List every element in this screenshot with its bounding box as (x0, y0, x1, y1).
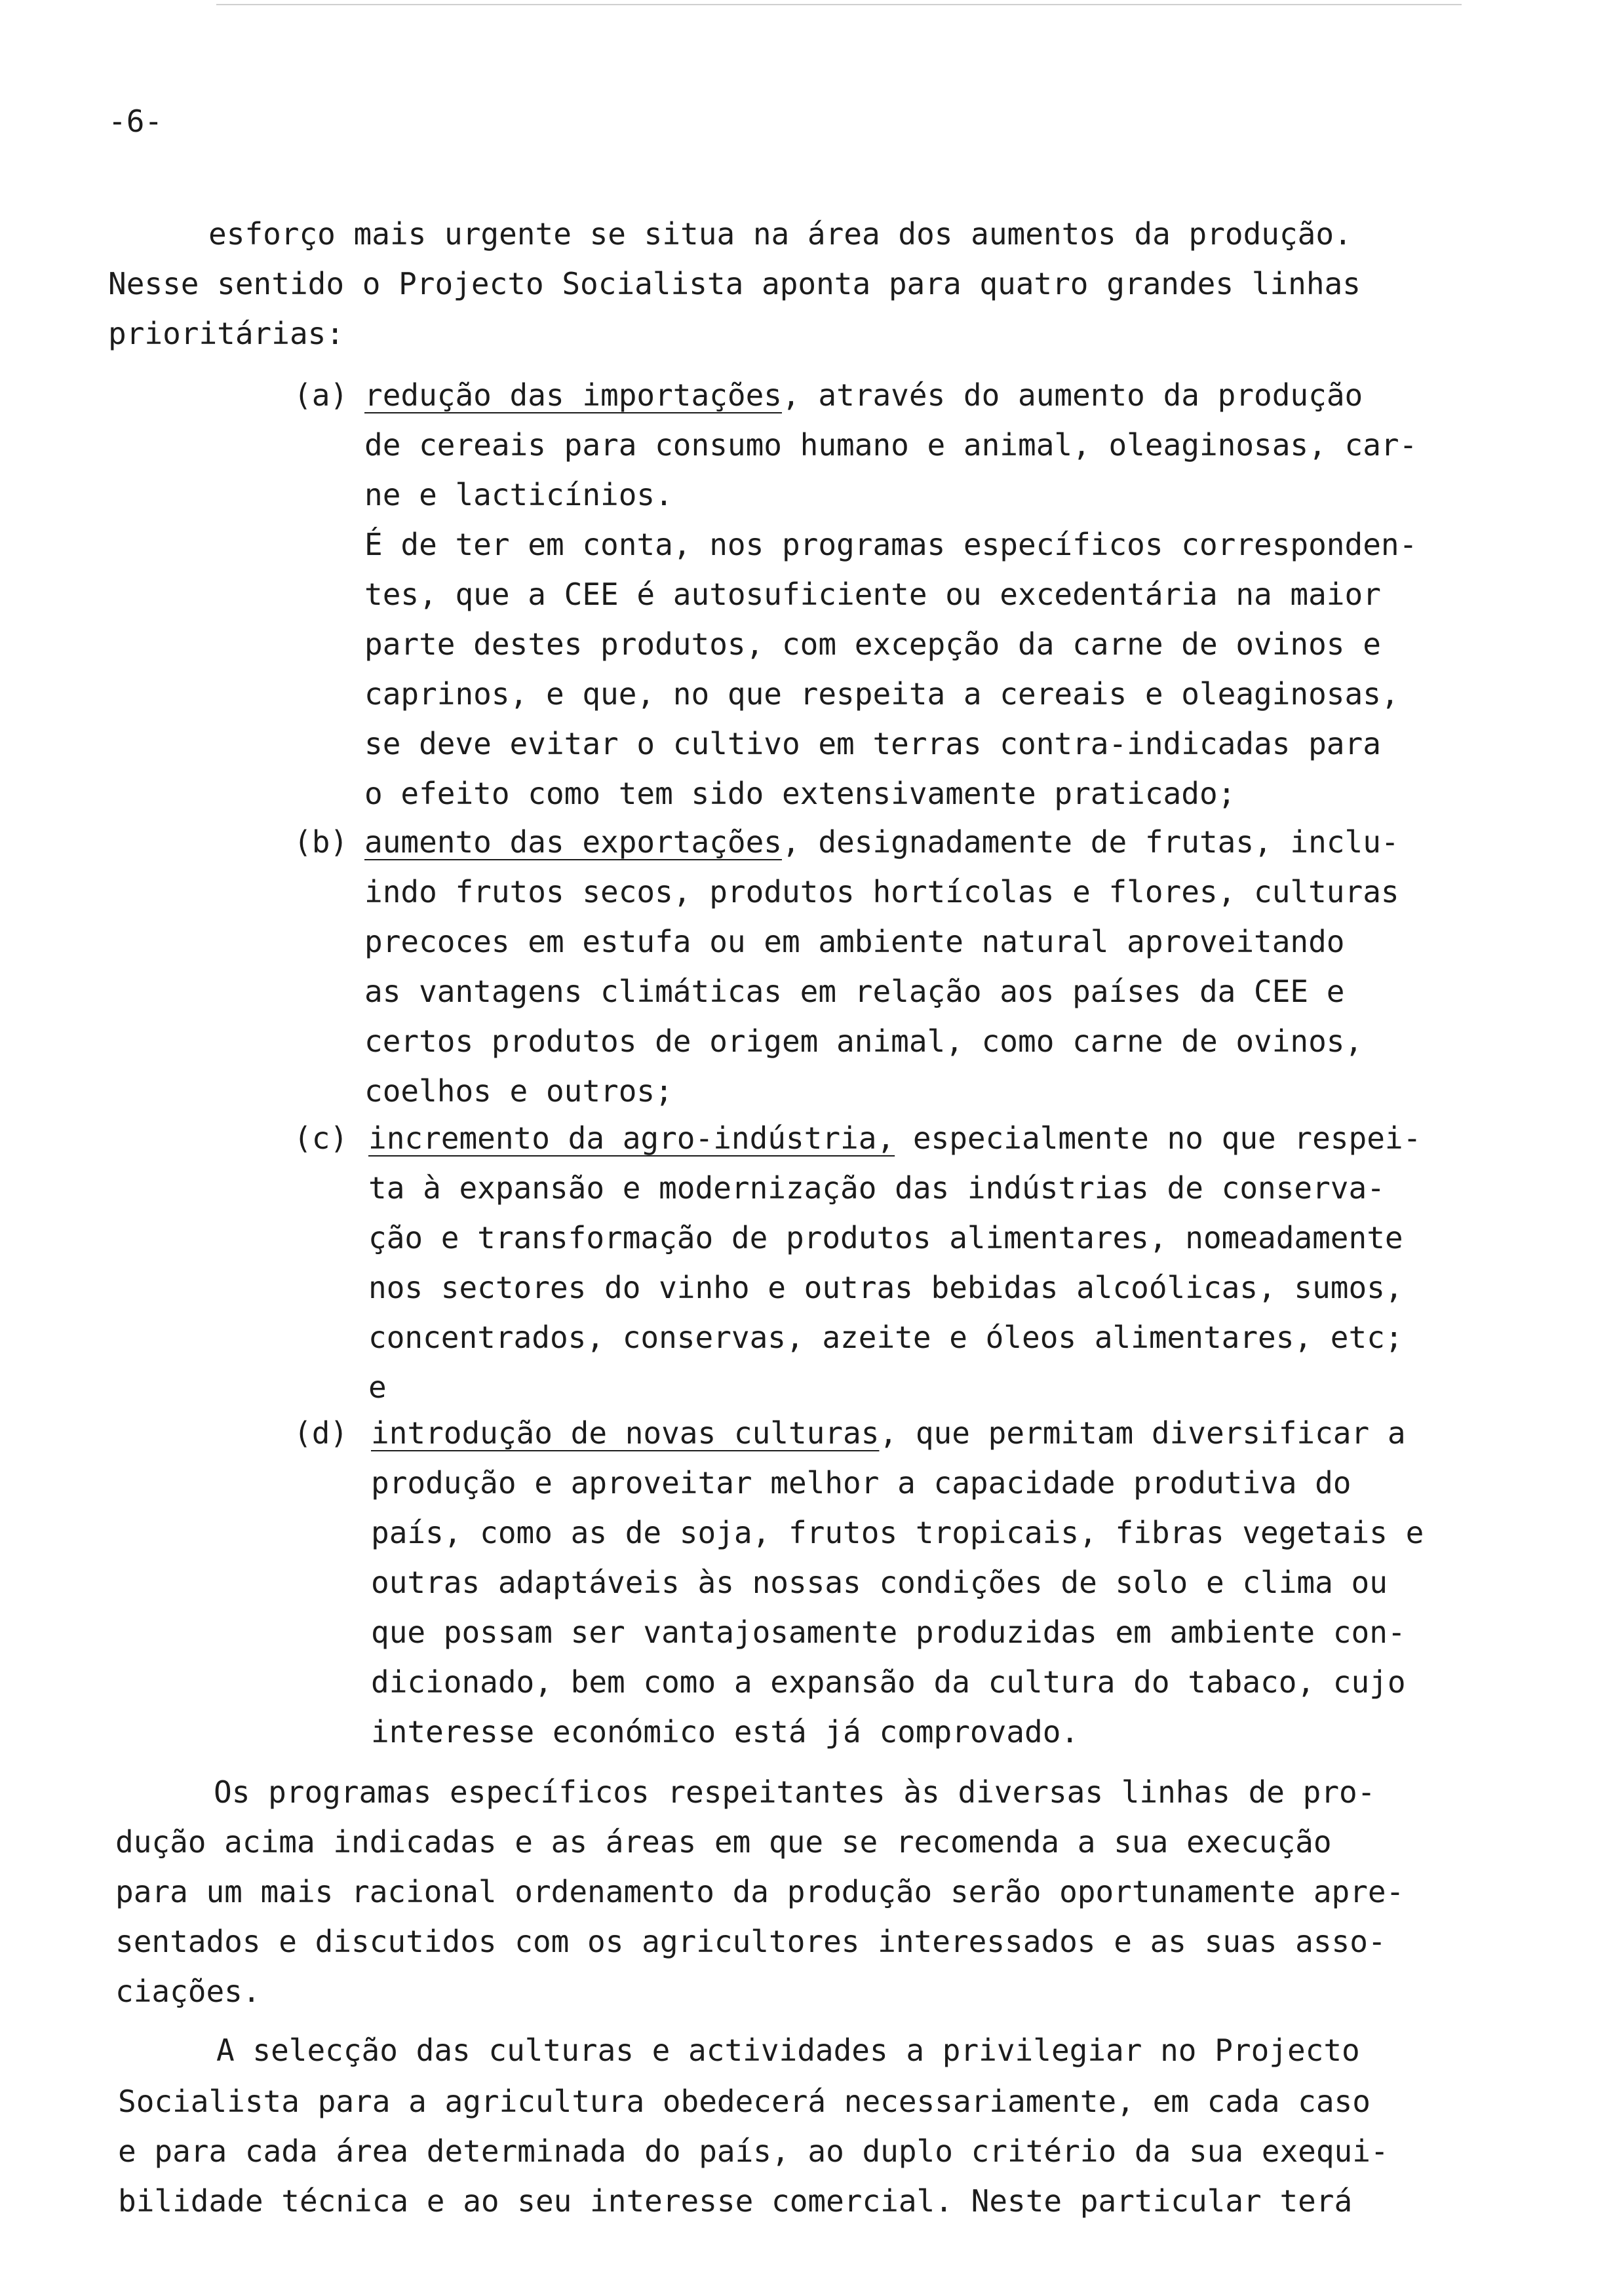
paragraph2-line-5: ciações. (115, 1974, 261, 2009)
item-a-line-6: parte destes produtos, com excepção da carne de ovinos e (364, 626, 1381, 662)
item-c-title: incremento da agro-indústria, (368, 1120, 895, 1156)
intro-line-3: prioritárias: (108, 316, 345, 351)
item-c-line-6: e (368, 1369, 387, 1405)
intro-line-2: Nesse sentido o Projecto Socialista aponta para quatro grandes linhas (108, 266, 1361, 301)
item-b-marker: (b) (294, 824, 349, 860)
paragraph3-line-2: Socialista para a agricultura obedecerá necessariamente, em cada caso (118, 2084, 1371, 2119)
item-d-marker: (d) (294, 1415, 349, 1451)
paragraph3-line-4: bilidade técnica e ao seu interesse comercial. Neste particular terá (118, 2183, 1353, 2219)
item-d-line-4: outras adaptáveis às nossas condições de solo e clima ou (371, 1565, 1388, 1600)
intro-line-1: esforço mais urgente se situa na área dos aumentos da produção. (208, 216, 1352, 252)
item-c-line-3: ção e transformação de produtos alimentares, nomeadamente (368, 1220, 1403, 1255)
item-c-first-line (368, 1120, 1422, 1156)
item-d-first-line (371, 1415, 1406, 1451)
paragraph3-line-3: e para cada área determinada do país, ao duplo critério da sua exequi- (118, 2133, 1389, 2169)
item-b-line-1: , designadamente de frutas, inclu- (781, 824, 1399, 860)
item-b-title: aumento das exportações (364, 824, 782, 860)
item-d-line-2: produção e aproveitar melhor a capacidade produtiva do (371, 1465, 1352, 1501)
item-c-line-1: especialmente no que respei- (895, 1120, 1422, 1156)
item-a-line-9: o efeito como tem sido extensivamente praticado; (364, 776, 1236, 811)
item-b-line-6: coelhos e outros; (364, 1073, 673, 1109)
item-c-marker: (c) (294, 1120, 349, 1156)
item-a-line-8: se deve evitar o cultivo em terras contra-indicadas para (364, 726, 1381, 761)
item-a-line-3: ne e lacticínios. (364, 477, 673, 512)
item-b-line-5: certos produtos de origem animal, como carne de ovinos, (364, 1024, 1363, 1059)
item-a-marker: (a) (294, 377, 349, 413)
item-d-line-7: interesse económico está já comprovado. (371, 1714, 1080, 1750)
top-scan-rule (216, 4, 1462, 5)
page-number: -6- (108, 104, 163, 139)
paragraph2-line-4: sentados e discutidos com os agricultores interessados e as suas asso- (115, 1924, 1386, 1959)
item-a-line-2: de cereais para consumo humano e animal, oleaginosas, car- (364, 427, 1418, 463)
item-a-line-7: caprinos, e que, no que respeita a cereais e oleaginosas, (364, 676, 1399, 712)
item-c-line-2: ta à expansão e modernização das indústrias de conserva- (368, 1170, 1385, 1206)
item-c-line-4: nos sectores do vinho e outras bebidas alcoólicas, sumos, (368, 1270, 1403, 1305)
item-a-line-1: , através do aumento da produção (781, 377, 1363, 413)
paragraph2-line-3: para um mais racional ordenamento da produção serão oportunamente apre- (115, 1874, 1405, 1909)
item-b-line-4: as vantagens climáticas em relação aos países da CEE e (364, 974, 1345, 1009)
item-c-line-5: concentrados, conservas, azeite e óleos alimentares, etc; (368, 1320, 1403, 1355)
item-d-line-5: que possam ser vantajosamente produzidas em ambiente con- (371, 1615, 1406, 1650)
paragraph2-line-2: dução acima indicadas e as áreas em que se recomenda a sua execução (115, 1824, 1332, 1860)
item-d-line-6: dicionado, bem como a expansão da cultura do tabaco, cujo (371, 1664, 1406, 1700)
item-a-title: redução das importações (364, 377, 782, 413)
item-b-first-line (364, 824, 1399, 860)
item-d-line-1: , que permitam diversificar a (879, 1415, 1406, 1451)
paragraph3-line-1: A selecção das culturas e actividades a privilegiar no Projecto (216, 2033, 1360, 2068)
item-a-line-4: É de ter em conta, nos programas específicos corresponden- (364, 527, 1418, 562)
item-a-first-line (364, 377, 1363, 413)
item-b-line-2: indo frutos secos, produtos hortícolas e flores, culturas (364, 874, 1399, 909)
item-a-line-5: tes, que a CEE é autosuficiente ou excedentária na maior (364, 577, 1381, 612)
item-d-title: introdução de novas culturas (371, 1415, 880, 1451)
item-b-line-3: precoces em estufa ou em ambiente natural aproveitando (364, 924, 1345, 959)
item-d-line-3: país, como as de soja, frutos tropicais, fibras vegetais e (371, 1515, 1424, 1550)
paragraph2-line-1: Os programas específicos respeitantes às diversas linhas de pro- (214, 1774, 1376, 1810)
